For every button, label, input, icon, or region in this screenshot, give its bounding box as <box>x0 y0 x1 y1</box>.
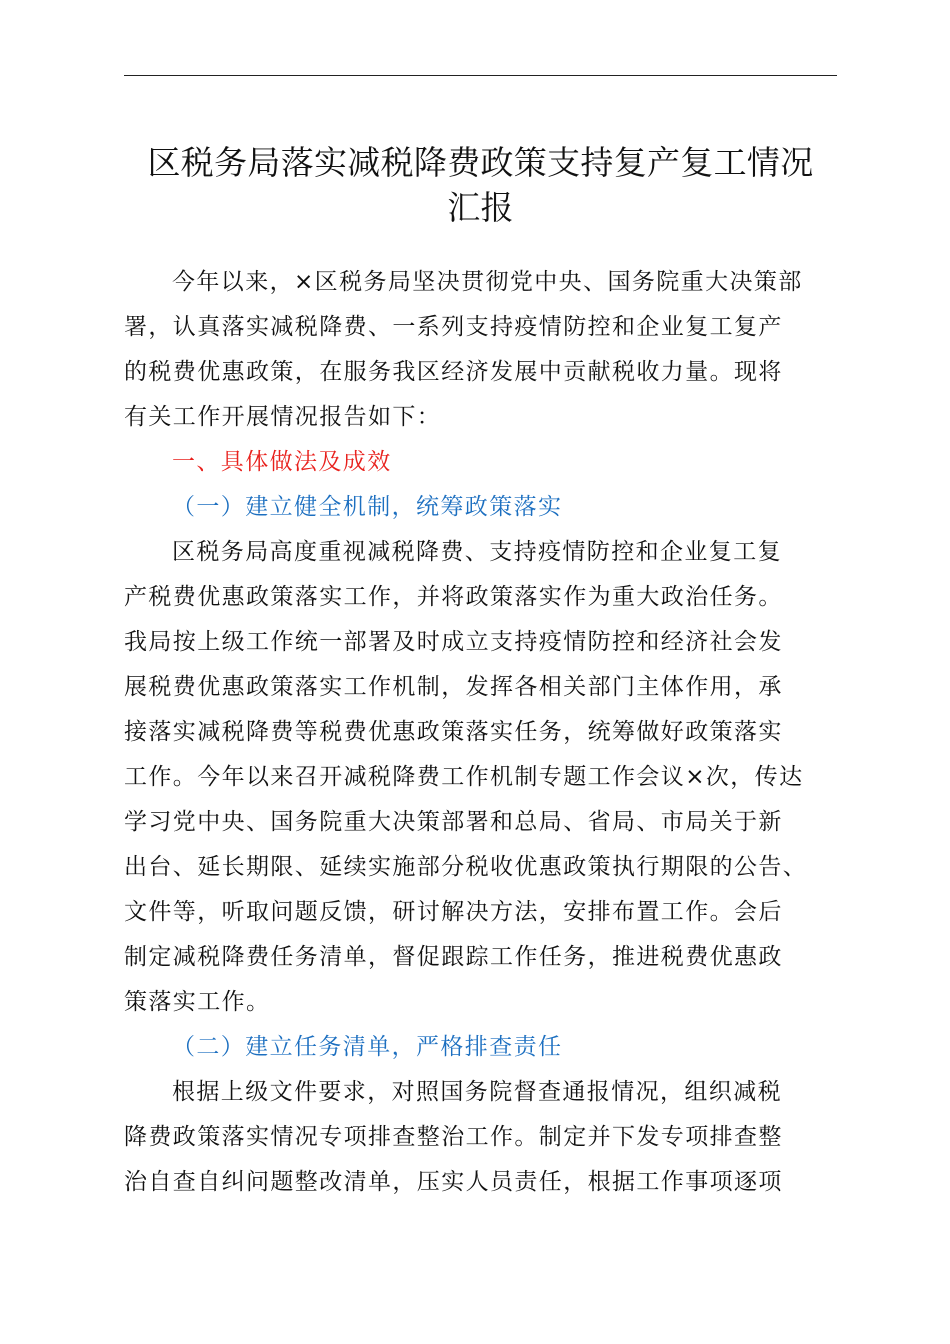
paragraph-line: 的税费优惠政策，在服务我区经济发展中贡献税收力量。现将 <box>124 359 783 385</box>
document-title <box>112 140 849 230</box>
paragraph-line: 有关工作开展情况报告如下： <box>124 404 442 430</box>
paragraph-line: 降费政策落实情况专项排查整治工作。制定并下发专项排查整 <box>124 1124 783 1150</box>
paragraph-line: 今年以来，×区税务局坚决贯彻党中央、国务院重大决策部 <box>172 269 803 295</box>
document-body <box>124 260 837 1205</box>
paragraph-line: 产税费优惠政策落实工作，并将政策落实作为重大政治任务。 <box>124 584 783 610</box>
header-rule <box>124 75 837 76</box>
paragraph-line: 治自查自纠问题整改清单，压实人员责任，根据工作事项逐项 <box>124 1169 783 1195</box>
subsection-heading: （一）建立健全机制，统筹政策落实 <box>172 494 563 520</box>
paragraph-line: 署，认真落实减税降费、一系列支持疫情防控和企业复工复产 <box>124 314 783 340</box>
paragraph-line: 工作。今年以来召开减税降费工作机制专题工作会议×次，传达 <box>124 764 804 790</box>
paragraph-line: 制定减税降费任务清单，督促跟踪工作任务，推进税费优惠政 <box>124 944 783 970</box>
paragraph-line: 我局按上级工作统一部署及时成立支持疫情防控和经济社会发 <box>124 629 783 655</box>
paragraph-line: 接落实减税降费等税费优惠政策落实任务，统筹做好政策落实 <box>124 719 783 745</box>
paragraph-line: 文件等，听取问题反馈，研讨解决方法，安排布置工作。会后 <box>124 899 783 925</box>
paragraph-line: 策落实工作。 <box>124 989 271 1015</box>
title-line: 汇报 <box>447 188 514 227</box>
paragraph-line: 区税务局高度重视减税降费、支持疫情防控和企业复工复 <box>172 539 782 565</box>
title-line: 区税务局落实减税降费政策支持复产复工情况 <box>147 143 814 182</box>
section-heading: 一、具体做法及成效 <box>172 449 392 475</box>
paragraph-line: 学习党中央、国务院重大决策部署和总局、省局、市局关于新 <box>124 809 783 835</box>
paragraph-line: 根据上级文件要求，对照国务院督查通报情况，组织减税 <box>172 1079 782 1105</box>
subsection-heading: （二）建立任务清单，严格排查责任 <box>172 1034 563 1060</box>
paragraph-line: 展税费优惠政策落实工作机制，发挥各相关部门主体作用，承 <box>124 674 783 700</box>
paragraph-line: 出台、延长期限、延续实施部分税收优惠政策执行期限的公告、 <box>124 854 808 880</box>
